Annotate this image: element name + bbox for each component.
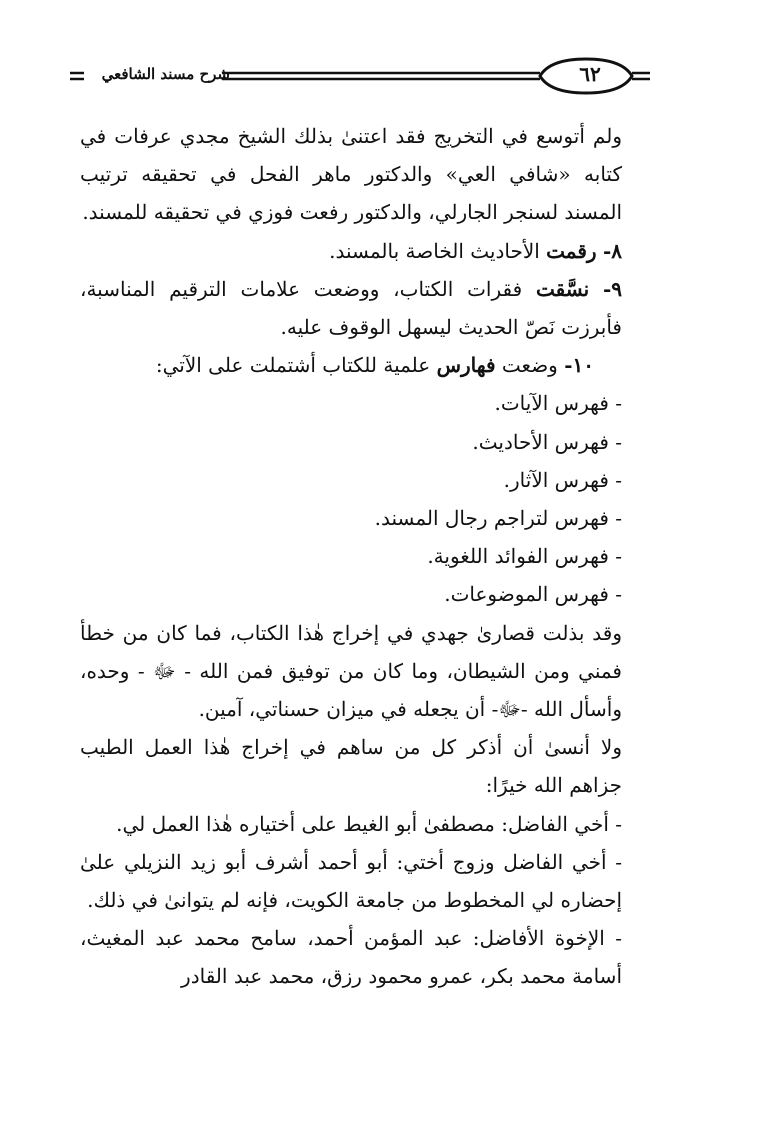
item-8-text: الأحاديث الخاصة بالمسند. bbox=[329, 238, 540, 263]
item-10-pre: وضعت bbox=[501, 353, 558, 378]
thanks-item: - أخي الفاضل وزوج أختي: أبو أحمد أشرف أبو زيد النزيلي علىٰ إحضاره لي المخطوط من جامعة الكويت، فإنه لم يتوانىٰ في ذلك. bbox=[80, 849, 622, 913]
paragraph-thanks: ولا أنسىٰ أن أذكر كل من ساهم في إخراج هٰذا العمل الطيب جزاهم الله خيرًا: bbox=[80, 735, 622, 798]
index-item: - فهرس الآثار. bbox=[503, 467, 622, 492]
item-10-keyword: فهارس bbox=[436, 353, 496, 378]
index-item: - فهرس الموضوعات. bbox=[444, 582, 622, 607]
paragraph-effort: وقد بذلت قصارىٰ جهدي في إخراج هٰذا الكتاب، فما كان من خطأ فمني ومن الشيطان، وما كان من توفيق فمن الله - ﷻ - وحده، وأسأل الله -ﷻ- أن يجعله في ميزان حسناتي، آمين. bbox=[80, 620, 622, 722]
index-item: - فهرس الفوائد اللغوية. bbox=[427, 544, 622, 569]
list-item-10 bbox=[80, 346, 650, 384]
thanks-item: - الإخوة الأفاضل: عبد المؤمن أحمد، سامح محمد عبد المغيث، أسامة محمد بكر، عمرو محمود رزق، محمد عبد القادر bbox=[80, 926, 622, 989]
page-body bbox=[80, 117, 650, 996]
thanks-item: - أخي الفاضل: مصطفىٰ أبو الغيط على أختياره هٰذا العمل لي. bbox=[116, 811, 622, 836]
item-8-number: ٨- bbox=[602, 238, 622, 263]
index-item: - فهرس لتراجم رجال المسند. bbox=[374, 506, 622, 531]
index-item: - فهرس الأحاديث. bbox=[472, 429, 622, 454]
list-item-8 bbox=[80, 232, 650, 270]
running-title: شرح مسند الشافعي bbox=[101, 65, 230, 83]
paragraph-takhrij: ولم أتوسع في التخريج فقد اعتنىٰ بذلك الشيخ مجدي عرفات في كتابه «شافي العي» والدكتور ماهر الفحل في تحقيقه ترتيب المسند لسنجر الجارلي، والدكتور رفعت فوزي في تحقيقه للمسند. bbox=[80, 124, 622, 225]
item-10-number: ١٠- bbox=[564, 353, 594, 378]
list-item-9 bbox=[80, 270, 650, 346]
item-8-keyword: رقمت bbox=[546, 238, 597, 263]
item-9-keyword: نسَّقت bbox=[535, 276, 590, 301]
item-10-text: علمية للكتاب أشتملت على الآتي: bbox=[155, 353, 431, 378]
index-item: - فهرس الآيات. bbox=[494, 391, 622, 416]
item-9-number: ٩- bbox=[602, 276, 623, 301]
item-9-text: فقرات الكتاب، ووضعت علامات الترقيم المناسبة، فأبرزت نَصّ الحديث ليسهل الوقوف عليه. bbox=[80, 276, 622, 340]
page-number: ٦٢ bbox=[579, 62, 601, 86]
